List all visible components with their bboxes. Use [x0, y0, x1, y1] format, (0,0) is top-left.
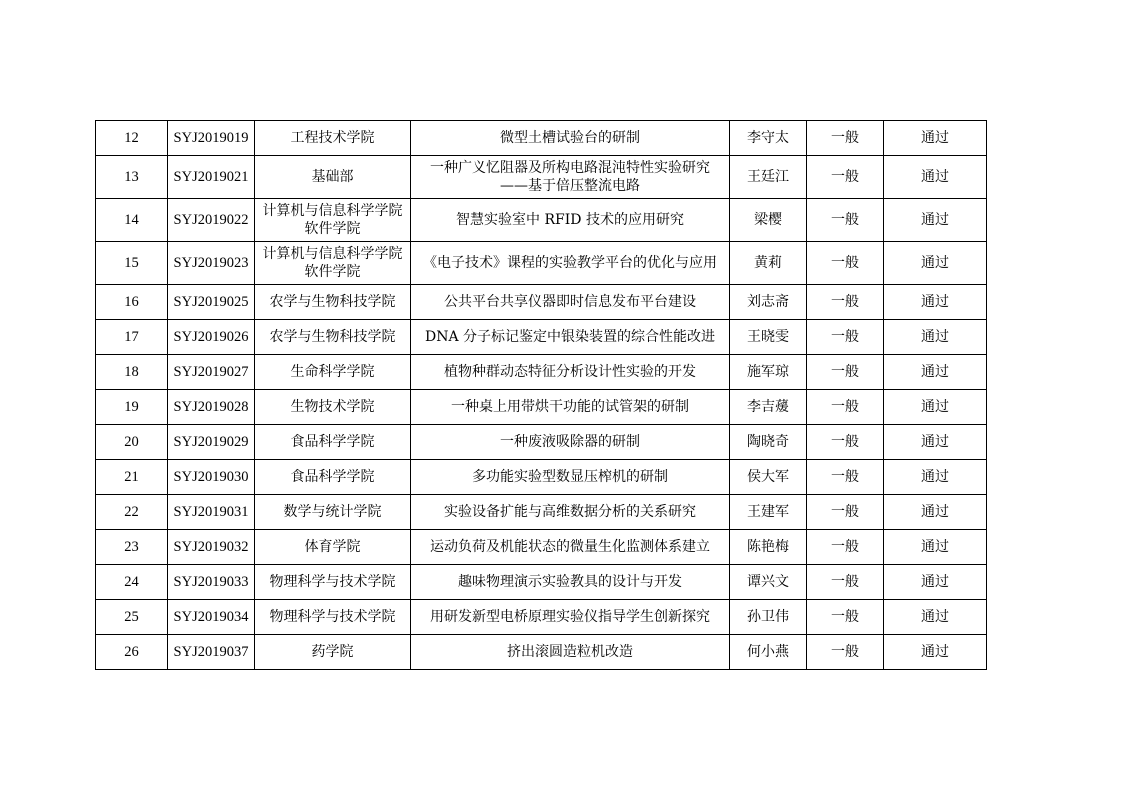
cell-number: 19	[96, 390, 168, 425]
cell-type: 一般	[807, 199, 884, 242]
cell-college-line: 计算机与信息科学学院	[262, 246, 403, 262]
cell-result: 通过	[884, 121, 987, 156]
cell-college-line: 计算机与信息科学学院	[262, 203, 403, 219]
cell-number: 26	[96, 635, 168, 670]
cell-leader: 刘志斋	[730, 285, 807, 320]
cell-college-line: 体育学院	[304, 539, 361, 555]
cell-type: 一般	[807, 242, 884, 285]
cell-project-code: SYJ2019023	[168, 242, 255, 285]
cell-college	[255, 121, 411, 156]
cell-project-code: SYJ2019022	[168, 199, 255, 242]
cell-number: 17	[96, 320, 168, 355]
cell-college	[255, 495, 411, 530]
cell-type: 一般	[807, 156, 884, 199]
cell-number: 21	[96, 460, 168, 495]
cell-type: 一般	[807, 320, 884, 355]
cell-college	[255, 355, 411, 390]
cell-project-title	[411, 242, 730, 285]
table-row	[96, 390, 987, 425]
cell-project-code: SYJ2019027	[168, 355, 255, 390]
cell-result: 通过	[884, 355, 987, 390]
cell-project-title-line: 趣味物理演示实验教具的设计与开发	[458, 574, 682, 590]
cell-number: 24	[96, 565, 168, 600]
cell-leader: 黄莉	[730, 242, 807, 285]
cell-project-code: SYJ2019029	[168, 425, 255, 460]
cell-result: 通过	[884, 156, 987, 199]
cell-project-title-line: 实验设备扩能与高维数据分析的关系研究	[444, 504, 696, 520]
cell-project-title	[411, 460, 730, 495]
cell-type: 一般	[807, 565, 884, 600]
table-row	[96, 425, 987, 460]
cell-type: 一般	[807, 495, 884, 530]
cell-type: 一般	[807, 425, 884, 460]
cell-college	[255, 390, 411, 425]
table-row	[96, 565, 987, 600]
cell-result: 通过	[884, 199, 987, 242]
cell-college-line: 软件学院	[304, 264, 361, 280]
cell-number: 14	[96, 199, 168, 242]
cell-college-line: 物理科学与技术学院	[269, 609, 396, 625]
cell-type: 一般	[807, 355, 884, 390]
cell-leader: 陶晓奇	[730, 425, 807, 460]
cell-project-title	[411, 530, 730, 565]
cell-project-title	[411, 390, 730, 425]
cell-project-title-line: 用研发新型电桥原理实验仪指导学生创新探究	[430, 609, 710, 625]
cell-college	[255, 600, 411, 635]
cell-result: 通过	[884, 285, 987, 320]
cell-result: 通过	[884, 565, 987, 600]
cell-type: 一般	[807, 635, 884, 670]
cell-college-line: 物理科学与技术学院	[269, 574, 396, 590]
cell-college-line: 基础部	[311, 169, 354, 185]
cell-project-code: SYJ2019033	[168, 565, 255, 600]
cell-leader: 孙卫伟	[730, 600, 807, 635]
cell-project-title-line: 植物种群动态特征分析设计性实验的开发	[444, 364, 696, 380]
cell-leader: 王晓雯	[730, 320, 807, 355]
cell-result: 通过	[884, 530, 987, 565]
cell-college-line: 食品科学学院	[290, 469, 375, 485]
cell-project-title-line: 微型土槽试验台的研制	[500, 130, 640, 146]
cell-college-line: 农学与生物科技学院	[269, 329, 396, 345]
cell-number: 22	[96, 495, 168, 530]
table-row	[96, 460, 987, 495]
cell-project-code: SYJ2019025	[168, 285, 255, 320]
cell-project-code: SYJ2019019	[168, 121, 255, 156]
cell-project-title	[411, 495, 730, 530]
cell-college	[255, 156, 411, 199]
cell-result: 通过	[884, 600, 987, 635]
table-row	[96, 320, 987, 355]
cell-leader: 何小燕	[730, 635, 807, 670]
cell-project-code: SYJ2019030	[168, 460, 255, 495]
table-row	[96, 242, 987, 285]
cell-project-title	[411, 355, 730, 390]
cell-project-title	[411, 635, 730, 670]
table-row	[96, 199, 987, 242]
cell-number: 23	[96, 530, 168, 565]
cell-type: 一般	[807, 530, 884, 565]
table-row	[96, 495, 987, 530]
cell-project-title	[411, 121, 730, 156]
cell-leader: 谭兴文	[730, 565, 807, 600]
cell-type: 一般	[807, 285, 884, 320]
cell-college-line: 数学与统计学院	[283, 504, 382, 520]
cell-number: 13	[96, 156, 168, 199]
cell-college	[255, 425, 411, 460]
cell-project-code: SYJ2019026	[168, 320, 255, 355]
cell-college-line: 软件学院	[304, 221, 361, 237]
cell-project-title-line: 一种广义忆阻器及所构电路混沌特性实验研究	[430, 160, 710, 176]
cell-leader: 梁樱	[730, 199, 807, 242]
cell-type: 一般	[807, 390, 884, 425]
cell-college	[255, 320, 411, 355]
cell-leader: 陈艳梅	[730, 530, 807, 565]
table-row	[96, 156, 987, 199]
cell-result: 通过	[884, 460, 987, 495]
cell-result: 通过	[884, 390, 987, 425]
cell-leader: 李吉蕿	[730, 390, 807, 425]
cell-number: 25	[96, 600, 168, 635]
cell-leader: 施军琼	[730, 355, 807, 390]
cell-project-code: SYJ2019021	[168, 156, 255, 199]
cell-result: 通过	[884, 635, 987, 670]
cell-result: 通过	[884, 425, 987, 460]
cell-project-title	[411, 156, 730, 199]
cell-project-title-line: ——基于倍压整流电路	[500, 178, 640, 194]
cell-project-code: SYJ2019031	[168, 495, 255, 530]
cell-project-title-line: 一种桌上用带烘干功能的试管架的研制	[451, 399, 689, 415]
cell-project-title	[411, 199, 730, 242]
table-row	[96, 121, 987, 156]
cell-project-title-line: 多功能实验型数显压榨机的研制	[472, 469, 668, 485]
cell-project-title-line: 《电子技术》课程的实验教学平台的优化与应用	[423, 255, 717, 271]
cell-number: 20	[96, 425, 168, 460]
cell-project-code: SYJ2019028	[168, 390, 255, 425]
cell-project-title-line: 一种废液吸除器的研制	[500, 434, 640, 450]
cell-college	[255, 565, 411, 600]
cell-college-line: 生物技术学院	[290, 399, 375, 415]
cell-project-title-line: DNA 分子标记鉴定中银染装置的综合性能改进	[424, 329, 716, 345]
cell-project-title	[411, 425, 730, 460]
cell-college-line: 工程技术学院	[290, 130, 375, 146]
cell-number: 12	[96, 121, 168, 156]
cell-project-title	[411, 600, 730, 635]
cell-project-code: SYJ2019034	[168, 600, 255, 635]
cell-college	[255, 530, 411, 565]
cell-project-title-line: 运动负荷及机能状态的微量生化监测体系建立	[430, 539, 710, 555]
cell-project-title	[411, 320, 730, 355]
table-row	[96, 635, 987, 670]
cell-project-title-line: 挤出滚圆造粒机改造	[507, 644, 633, 660]
table-row	[96, 600, 987, 635]
cell-leader: 王建军	[730, 495, 807, 530]
cell-type: 一般	[807, 460, 884, 495]
cell-college	[255, 285, 411, 320]
cell-college	[255, 242, 411, 285]
cell-project-title-line: 公共平台共享仪器即时信息发布平台建设	[444, 294, 696, 310]
cell-college-line: 食品科学学院	[290, 434, 375, 450]
cell-college	[255, 635, 411, 670]
cell-type: 一般	[807, 121, 884, 156]
cell-college-line: 生命科学学院	[290, 364, 375, 380]
cell-college-line: 药学院	[311, 644, 354, 660]
cell-number: 18	[96, 355, 168, 390]
cell-college-line: 农学与生物科技学院	[269, 294, 396, 310]
cell-result: 通过	[884, 320, 987, 355]
cell-project-title-line: 智慧实验室中 RFID 技术的应用研究	[456, 212, 684, 228]
table-body	[96, 121, 987, 670]
cell-number: 15	[96, 242, 168, 285]
cell-project-title	[411, 565, 730, 600]
cell-project-title	[411, 285, 730, 320]
projects-table	[95, 120, 987, 670]
cell-leader: 李守太	[730, 121, 807, 156]
cell-project-code: SYJ2019032	[168, 530, 255, 565]
cell-college	[255, 199, 411, 242]
cell-result: 通过	[884, 242, 987, 285]
cell-college	[255, 460, 411, 495]
cell-number: 16	[96, 285, 168, 320]
table-row	[96, 355, 987, 390]
cell-type: 一般	[807, 600, 884, 635]
cell-leader: 侯大军	[730, 460, 807, 495]
table-row	[96, 285, 987, 320]
cell-project-code: SYJ2019037	[168, 635, 255, 670]
cell-leader: 王廷江	[730, 156, 807, 199]
table-row	[96, 530, 987, 565]
cell-result: 通过	[884, 495, 987, 530]
